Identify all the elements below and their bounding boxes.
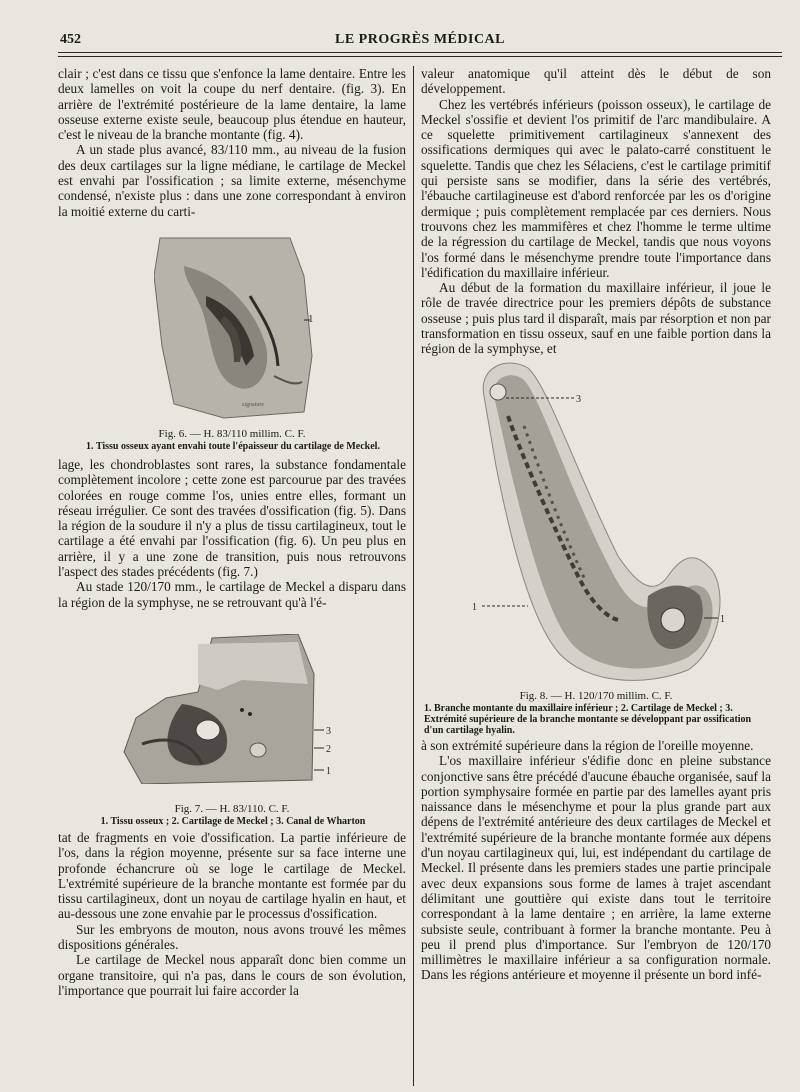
right-column-block-1 xyxy=(421,66,771,357)
figure-8-callout-1-left: 1 xyxy=(472,602,477,613)
figure-8-caption: Fig. 8. — H. 120/170 millim. C. F. xyxy=(519,690,673,702)
figure-7-caption: Fig. 7. — H. 83/110. C. F. xyxy=(174,803,290,815)
figure-6-caption: Fig. 6. — H. 83/110 millim. C. F. xyxy=(158,428,306,440)
figure-6-callout: 1 xyxy=(308,313,314,325)
paragraph: à son extrémité supérieure dans la région de l'oreille moyenne. xyxy=(421,738,754,753)
paragraph: L'os maxillaire inférieur s'édifie donc en pleine substance conjonctive sans être précédé d'aucune ébauche organisée, sauf la portion symphysaire formée en partie par des lamelles ayant pris naissance dans le mésenchyme et pour la plus grande part aux dépens de l'extrémité antérieure des deux cartilages de Meckel et l'extrémité supérieure de la branche montante formée aux dépens d'un noyau cartilagineux qui, lui, est indépendant du cartilage de Meckel. Il présente dans les premiers stades une partie principale avec deux expansions sous forme de lames à trajet ascendant délimitant une gouttière qui existe dans tout le territoire correspondant à la lame dentaire ; en arrière, la lame externe subsiste seule, contribuant à former la branche montante. Peu à peu il prend plus d'importance. Sur l'embryon de 120/170 millimètres le maxillaire inférieur a sa configuration normale. Dans les régions antérieure et moyenne il présente un bord infé- xyxy=(421,753,771,983)
figure-8 xyxy=(468,356,780,686)
svg-text:signature: signature xyxy=(242,402,264,408)
paragraph: valeur anatomique qu'il atteint dès le début de son développement. xyxy=(421,66,771,97)
paragraph: clair ; c'est dans ce tissu que s'enfonce la lame dentaire. Entre les deux lamelles on voit la coupe du nerf dentaire. (fig. 3). En arrière de l'extrémité postérieure de la lame dentaire, la lame osseuse externe existe seule, beaucoup plus étendue en hauteur, c'est le niveau de la branche montante (fig. 4). xyxy=(58,66,406,143)
paragraph: lage, les chondroblastes sont rares, la substance fondamentale complètement incolore ; cette zone est parcourue par des travées colorées en rouge comme l'os, unies entre elles, formant un réseau irrégulier. Ce sont des travées d'ossification (fig. 5). Dans la région de la soudure il n'y a plus de tissu cartilagineux, tout le cartilage a été envahi par l'ossification (fig. 6). Un peu plus en arrière, il y a une zone de transition, puis nous retrouvons l'aspect des stades précédents (fig. 7.) xyxy=(58,457,406,580)
header-rule xyxy=(58,52,782,53)
page-header xyxy=(60,32,780,52)
figure-7-callout-2: 2 xyxy=(326,744,331,755)
figure-8-callout-1-right: 1 xyxy=(720,614,725,625)
page-number: 452 xyxy=(60,32,81,47)
figure-7-legend: 1. Tissu osseux ; 2. Cartilage de Meckel ; 3. Canal de Wharton xyxy=(100,816,366,827)
paragraph: Au début de la formation du maxillaire inférieur, il joue le rôle de travée directrice pour les premiers dépôts de substance osseuse ; puis plus tard il disparaît, mais par résorption et non par transformation en tissu osseux, sauf en une faible portion dans la région de la symphyse, et xyxy=(421,280,771,357)
figure-8-micrograph xyxy=(468,356,780,686)
left-column-block-1 xyxy=(58,66,406,219)
figure-6-legend: 1. Tissu osseux ayant envahi toute l'épaisseur du cartilage de Meckel. xyxy=(86,441,380,452)
left-column-block-3 xyxy=(58,830,406,998)
paragraph: tat de fragments en voie d'ossification. La partie inférieure de l'os, dans la région moyenne, présente sur sa face interne une profonde échancrure où se loge le cartilage de Meckel. L'extrémité supérieure de la branche montante est formée par du tissu cartilagineux, dont un noyau de cartilage hyalin en haut, et au-dessous une zone envahie par le processus d'ossification. xyxy=(58,830,406,922)
paragraph: Sur les embryons de mouton, nous avons trouvé les mêmes dispositions générales. xyxy=(58,921,406,953)
figure-8-callout-3: 3 xyxy=(576,394,581,405)
left-column-block-2 xyxy=(58,457,406,610)
column-divider xyxy=(413,66,414,1086)
journal-title: LE PROGRÈS MÉDICAL xyxy=(334,32,506,47)
figure-6-micrograph xyxy=(154,236,414,422)
figure-7-callout-3: 3 xyxy=(326,726,331,737)
paragraph: Chez les vertébrés inférieurs (poisson osseux), le cartilage de Meckel s'ossifie et devient l'os primitif de l'arc mandibulaire. A ce squelette primitivement cartilagineux s'annexent des ossifications dermiques qui avec le palato-carré constituent le squelette. Tandis que chez les Sélaciens, c'est le cartilage primitif qui persiste sans se modifier, dans la série des vertébrés, l'ébauche cartilagineuse est d'abord renforcée par les os d'origine dermique ; puis complètement remplacée par ces derniers. Nous trouvons chez les mammifères et chez l'homme le terme ultime de la régression du cartilage de Meckel, tandis que nous voyons l'os formé dans le mésenchyme prendre toute l'importance dans l'édification du maxillaire inférieur. xyxy=(421,96,771,280)
figure-7-micrograph xyxy=(122,634,342,784)
figure-7 xyxy=(122,634,342,784)
header-rule-double xyxy=(58,56,782,57)
paragraph: A un stade plus avancé, 83/110 mm., au niveau de la fusion des deux cartilages sur la ligne médiane, le cartilage de Meckel est envahi par l'ossification ; sa limite externe, mésenchyme condensé, n'existe plus : dans une zone correspondant à environ la moitié externe du carti- xyxy=(58,142,406,219)
paragraph: Au stade 120/170 mm., le cartilage de Meckel a disparu dans la région de la symphyse, ne se retrouvant qu'à l'é- xyxy=(58,579,406,610)
figure-8-legend: 1. Branche montante du maxillaire inférieur ; 2. Cartilage de Meckel ; 3. Extrémité supérieure de la branche montante se développant par ossification d'un cartilage hyalin. xyxy=(424,703,752,736)
paragraph: Le cartilage de Meckel nous apparaît donc bien comme un organe transitoire, qui n'a pas, dans le cours de son évolution, l'importance que pourrait lui faire accorder la xyxy=(58,952,406,998)
figure-6 xyxy=(154,236,414,422)
figure-7-callout-1: 1 xyxy=(326,766,331,777)
right-column-block-2 xyxy=(421,738,771,983)
